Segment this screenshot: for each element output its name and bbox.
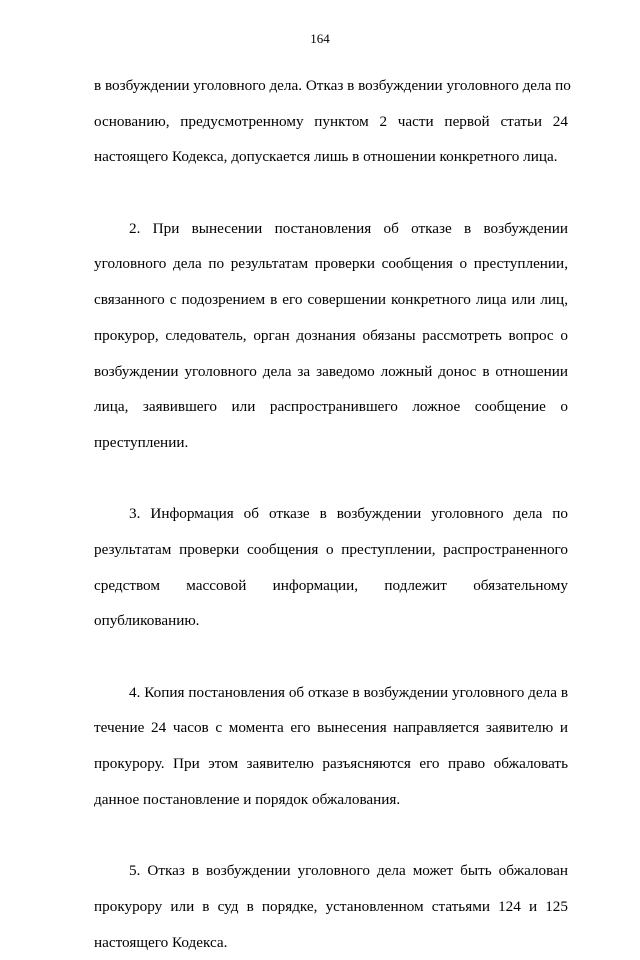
text-line: прокурор, следователь, орган дознания обязаны рассмотреть вопрос о	[94, 318, 568, 354]
paragraph-4	[94, 675, 568, 818]
text-line: течение 24 часов с момента его вынесения направляется заявителю и	[94, 710, 568, 746]
text-line: 3. Информация об отказе в возбуждении уголовного дела по	[94, 496, 568, 532]
text-line: опубликованию.	[94, 603, 568, 639]
text-line: прокурору. При этом заявителю разъясняются его право обжаловать	[94, 746, 568, 782]
paragraph-3	[94, 496, 568, 639]
text-line: 5. Отказ в возбуждении уголовного дела может быть обжалован	[94, 853, 568, 889]
text-line: 4. Копия постановления об отказе в возбуждении уголовного дела в	[94, 675, 568, 711]
text-line: настоящего Кодекса, допускается лишь в отношении конкретного лица.	[94, 139, 568, 175]
paragraph-5	[94, 853, 568, 960]
text-line: данное постановление и порядок обжалования.	[94, 782, 568, 818]
text-line: результатам проверки сообщения о преступлении, распространенного	[94, 532, 568, 568]
text-line: основанию, предусмотренному пунктом 2 части первой статьи 24	[94, 104, 568, 140]
paragraph-2	[94, 211, 568, 461]
text-line: прокурору или в суд в порядке, установленном статьями 124 и 125	[94, 889, 568, 925]
text-line: 2. При вынесении постановления об отказе в возбуждении	[94, 211, 568, 247]
text-line: возбуждении уголовного дела за заведомо ложный донос в отношении	[94, 354, 568, 390]
text-line: преступлении.	[94, 425, 568, 461]
page-number: 164	[0, 31, 640, 47]
text-line: лица, заявившего или распространившего ложное сообщение о	[94, 389, 568, 425]
paragraph-continuation	[94, 68, 568, 175]
text-line: уголовного дела по результатам проверки сообщения о преступлении,	[94, 246, 568, 282]
text-line: связанного с подозрением в его совершении конкретного лица или лиц,	[94, 282, 568, 318]
text-line: настоящего Кодекса.	[94, 925, 568, 960]
text-line: средством массовой информации, подлежит обязательному	[94, 568, 568, 604]
document-body	[94, 68, 568, 960]
text-line: в возбуждении уголовного дела. Отказ в возбуждении уголовного дела по	[94, 68, 568, 104]
